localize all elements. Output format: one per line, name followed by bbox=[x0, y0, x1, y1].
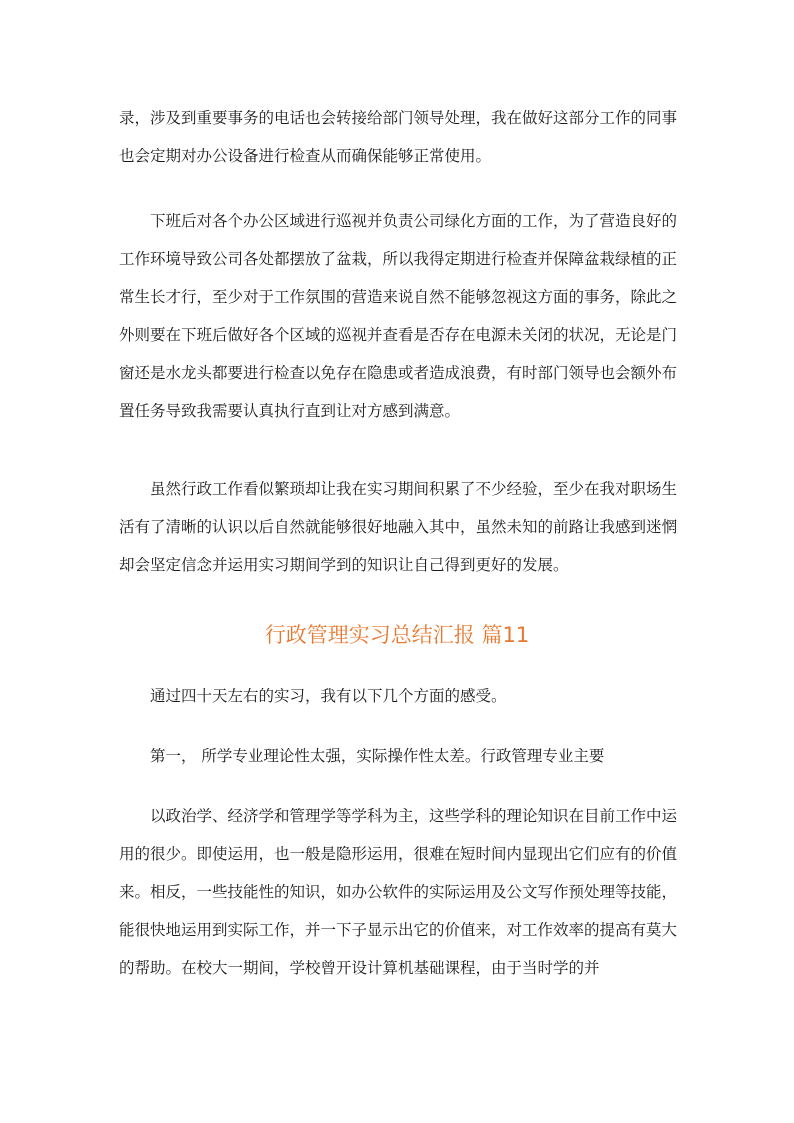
paragraph-point-one: 第一， 所学专业理论性太强，实际操作性太差。行政管理专业主要 bbox=[150, 747, 605, 765]
paragraph-theory-practice: 以政治学、经济学和管理学等学科为主，这些学科的理论知识在目前工作中运用的很少。即使运用，也一般是隐形运用，很难在短时间内显现出它们应有的价值来。相反，一些技能性的知识，如办公软件的实际运用及公文写作预处理等技能，能很快地运用到实际工作，并一下子显示出它的价值来，对工作效率的提高有莫大的帮助。在校大一期间，学校曾开设计算机基础课程，由于当时学的并 bbox=[119, 807, 678, 977]
paragraph-continuation: 录，涉及到重要事务的电话也会转接给部门领导处理，我在做好这部分工作的同事也会定期对办公设备进行检查从而确保能够正常使用。 bbox=[119, 109, 678, 165]
section-heading: 行政管理实习总结汇报 篇11 bbox=[264, 623, 530, 647]
paragraph-patrol-greening: 下班后对各个办公区域进行巡视并负责公司绿化方面的工作，为了营造良好的工作环境导致公司各处都摆放了盆栽，所以我得定期进行检查并保障盆栽绿植的正常生长才行，至少对于工作氛围的营造来说自然不能够忽视这方面的事务，除此之外则要在下班后做好各个区域的巡视并查看是否存在电源未关闭的状况，无论是门窗还是水龙头都要进行检查以免存在隐患或者造成浪费，有时部门领导也会额外布置任务导致我需要认真执行直到让对方感到满意。 bbox=[119, 212, 678, 420]
paragraph-experience-summary: 虽然行政工作看似繁琐却让我在实习期间积累了不少经验，至少在我对职场生活有了清晰的认识以后自然就能够很好地融入其中，虽然未知的前路让我感到迷惘却会坚定信念并运用实习期间学到的知识让自己得到更好的发展。 bbox=[119, 480, 678, 574]
paragraph-intro-feelings: 通过四十天左右的实习，我有以下几个方面的感受。 bbox=[150, 687, 507, 705]
